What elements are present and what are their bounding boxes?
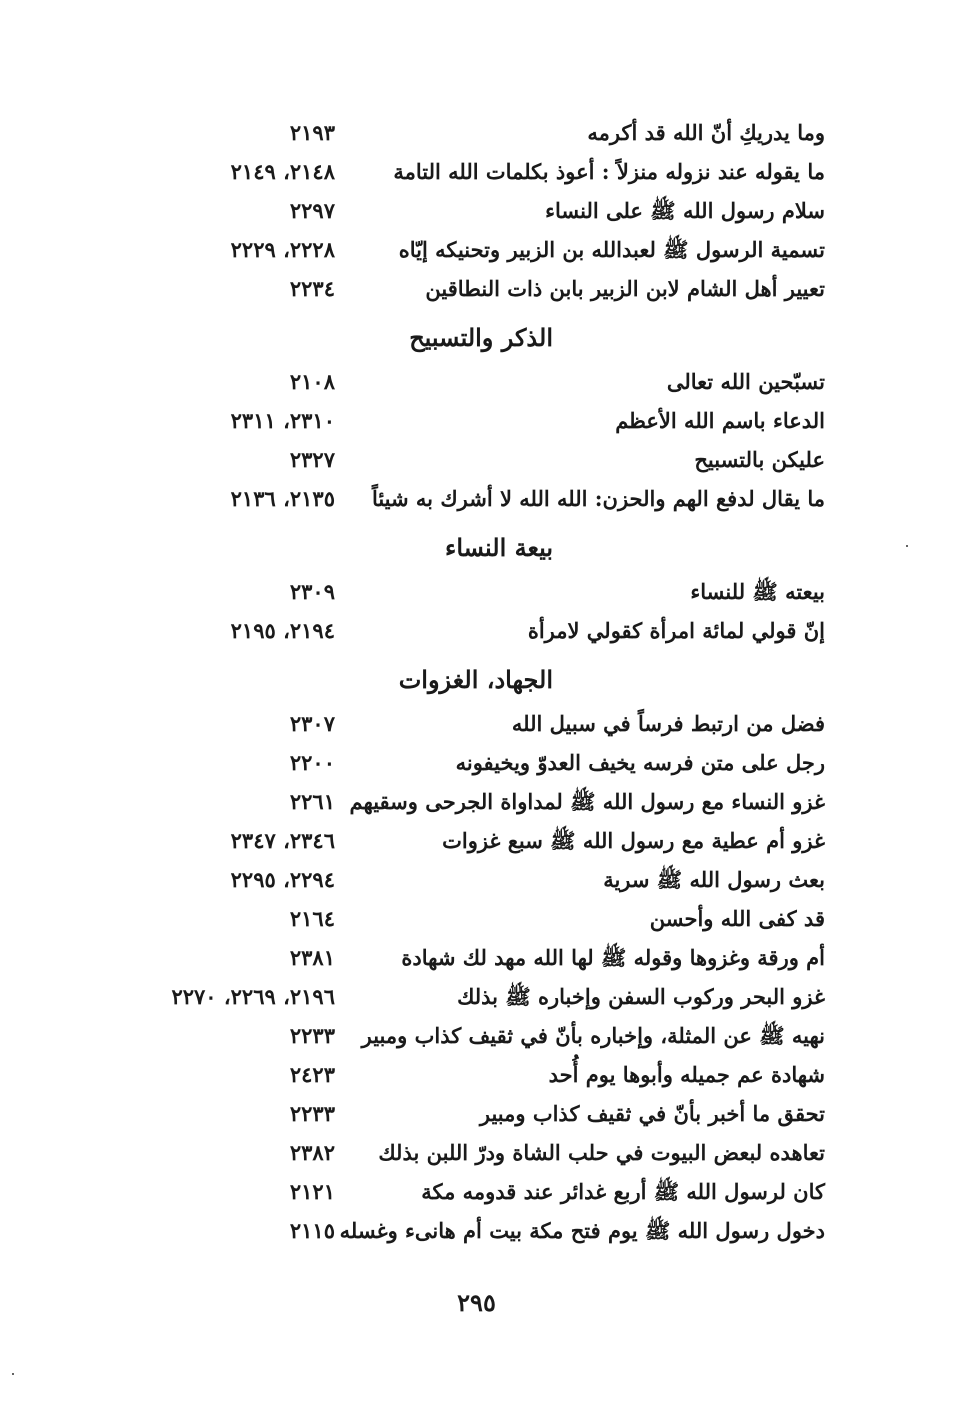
entry-title: رجل على متن فرسه يخيف العدوّ ويخيفونه [455,750,825,775]
index-entry [0,1096,953,1135]
index-entry [0,706,953,745]
index-entry [0,574,953,613]
entry-reference-numbers: ٢٢٢٨، ٢٢٢٩ [230,237,335,262]
entry-reference-numbers: ٢٤٢٣ [289,1062,335,1087]
index-entry [0,364,953,403]
entry-reference-numbers: ٢١٣٥، ٢١٣٦ [230,486,335,511]
section-heading [0,520,953,574]
entry-title: شهادة عم جميله وأبوها يوم أُحد [548,1062,825,1087]
index-entry [0,1213,953,1252]
entry-title: كان لرسول الله ﷺ أربع غدائر عند قدومه مكة [421,1179,825,1204]
entry-title: أم ورقة وغزوها وقوله ﷺ لها الله مهد لك شهادة [401,945,825,970]
entry-reference-numbers: ٢١٩٦، ٢٢٦٩، ٢٢٧٠ [171,984,335,1009]
index-entry [0,115,953,154]
entry-title: ما يقوله عند نزوله منزلاً : أعوذ بكلمات الله التامة [393,159,825,184]
index-entry [0,745,953,784]
entry-title: تعاهده لبعض البيوت في حلب الشاة ودرّ اللبن بذلك [378,1140,825,1165]
entry-title: غزو النساء مع رسول الله ﷺ لمداواة الجرحى وسقيهم [349,789,825,814]
entry-reference-numbers: ٢١٦٤ [289,906,335,931]
entry-reference-numbers: ٢١٢١ [289,1179,335,1204]
entry-title: تسمية الرسول ﷺ لعبدالله بن الزبير وتحنيكه إيّاه [398,237,825,262]
scan-speck [12,1373,14,1375]
entry-title: غزو أم عطية مع رسول الله ﷺ سبع غزوات [442,828,825,853]
entry-title: بعث رسول الله ﷺ سرية [603,867,825,892]
index-entries [0,115,953,1252]
index-entry [0,232,953,271]
entry-reference-numbers: ٢١٩٤، ٢١٩٥ [230,618,335,643]
index-entry [0,1135,953,1174]
index-entry [0,481,953,520]
entry-reference-numbers: ٢٣٤٦، ٢٣٤٧ [230,828,335,853]
section-heading-text: الذكر والتسبيح [409,323,553,352]
entry-reference-numbers: ٢٢٩٧ [289,198,335,223]
entry-reference-numbers: ٢٢٣٣ [289,1101,335,1126]
entry-reference-numbers: ٢١١٥ [289,1218,335,1243]
index-entry [0,1174,953,1213]
entry-title: غزو البحر وركوب السفن وإخباره ﷺ بذلك [457,984,825,1009]
section-heading-text: بيعة النساء [445,533,553,562]
entry-title: دخول رسول الله ﷺ يوم فتح مكة بيت أم هانىء وغسله [339,1218,825,1243]
entry-reference-numbers: ٢٣٢٧ [289,447,335,472]
index-entry [0,823,953,862]
index-entry [0,1018,953,1057]
entry-title: نهيه ﷺ عن المثلة، وإخباره بأنّ في ثقيف كذاب ومبير [361,1023,825,1048]
entry-title: الدعاء باسم الله الأعظم [615,408,825,433]
entry-title: فضل من ارتبط فرساً في سبيل الله [511,711,825,736]
entry-title: سلام رسول الله ﷺ على النساء [545,198,825,223]
index-entry [0,154,953,193]
entry-reference-numbers: ٢٢٣٤ [289,276,335,301]
entry-reference-numbers: ٢١٤٨، ٢١٤٩ [230,159,335,184]
entry-title: ما يقال لدفع الهم والحزن: الله الله لا أشرك به شيئاً [371,486,825,511]
entry-title: إنّ قولي لمائة امرأة كقولي لامرأة [527,618,825,643]
entry-title: تحقق ما أخبر بأنّ في ثقيف كذاب ومبير [479,1101,825,1126]
index-entry [0,862,953,901]
index-entry [0,940,953,979]
entry-title: بيعته ﷺ للنساء [690,579,825,604]
entry-reference-numbers: ٢٢٠٠ [289,750,335,775]
index-entry [0,979,953,1018]
index-entry [0,271,953,310]
index-entry [0,784,953,823]
section-heading-text: الجهاد، الغزوات [398,665,553,694]
section-heading [0,310,953,364]
entry-title: تعيير أهل الشام لابن الزبير بابن ذات النطاقين [425,276,825,301]
entry-reference-numbers: ٢٢٣٣ [289,1023,335,1048]
entry-reference-numbers: ٢٣١٠، ٢٣١١ [230,408,335,433]
entry-reference-numbers: ٢٣٨١ [289,945,335,970]
index-entry [0,403,953,442]
entry-title: وما يدريكِ أنّ الله قد أكرمه [587,120,825,145]
index-entry [0,193,953,232]
entry-title: قد كفى الله وأحسن [649,906,825,931]
entry-title: تسبّحين الله تعالى [666,369,825,394]
entry-reference-numbers: ٢٢٦١ [289,789,335,814]
entry-reference-numbers: ٢١٩٣ [289,120,335,145]
page-number: ٢٩٥ [457,1288,496,1317]
section-heading [0,652,953,706]
entry-title: عليكن بالتسبيح [694,447,825,472]
index-entry [0,901,953,940]
index-entry [0,442,953,481]
entry-reference-numbers: ٢٣٠٩ [289,579,335,604]
entry-reference-numbers: ٢١٠٨ [289,369,335,394]
index-entry [0,613,953,652]
entry-reference-numbers: ٢٣٨٢ [289,1140,335,1165]
scan-speck [906,545,908,547]
entry-reference-numbers: ٢٣٠٧ [289,711,335,736]
entry-reference-numbers: ٢٢٩٤، ٢٢٩٥ [230,867,335,892]
index-entry [0,1057,953,1096]
